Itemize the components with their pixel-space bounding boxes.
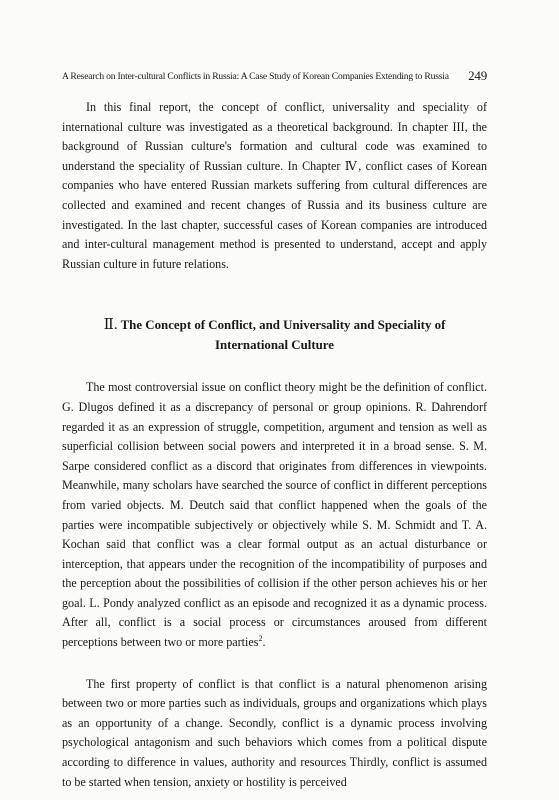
footnote-marker: 2: [258, 634, 263, 644]
paragraph-intro: In this final report, the concept of conflict, universality and speciality of international culture was investigated as a theoretical background. In chapter III, the background of Russian culture's formation and cultural code was examined to understand the speciality of Russian culture. In Chapter Ⅳ, conflict cases of Korean companies who have entered Russian markets suffering from cultural differences are collected and examined and recent changes of Russia and its business culture are investigated. In the last chapter, successful cases of Korean companies are introduced and inter-cultural management method is presented to understand, accept and apply Russian culture in future relations.: [62, 100, 487, 271]
paragraph-conflict-properties: The first property of conflict is that conflict is a natural phenomenon arising between two or more parties such as individuals, groups and organizations which plays as an opportunity of a change. Secondly, conflict is a dynamic process involving psychological antagonism and such behaviors which comes from a political dispute according to difference in values, authority and resources Thirdly, conflict is assumed to be started when tension, anxiety or hostility is perceived: [62, 676, 487, 789]
section-heading: [62, 315, 487, 355]
page-number: 249: [468, 68, 487, 83]
paragraph-conflict-definition-end: .: [262, 635, 266, 650]
running-head: [62, 66, 487, 86]
section-number: Ⅱ.: [103, 317, 118, 334]
section-title: The Concept of Conflict, and Universality and Speciality of International Culture: [120, 318, 446, 353]
paragraph-conflict-definition-text: The most controversial issue on conflict theory might be the definition of conflict. G. Dlugos defined it as a discrepancy of personal or group opinions. R. Dahrendorf regarded it as an expression of struggle, competition, argument and tension as well as superficial collision between social powers and interpreted it in a broad sense. S. M. Sarpe considered conflict as a discord that originates from differences in viewpoints. Meanwhile, many scholars have searched the source of conflict in different perceptions from varied objects. M. Deutch said that conflict happened when the goals of the parties were incompatible subjectively or objectively while S. M. Schmidt and T. A. Kochan said that conflict was a clear formal output as an actual disturbance or interception, that appears under the recognition of the incompatibility of purposes and the perception about the possibilities of collision if the other person achieves his or her goal. L. Pondy analyzed conflict as an episode and recognized it as a dynamic process. After all, conflict is a social process or circumstances aroused from different perceptions between two or more parties: [62, 380, 487, 650]
running-head-title: A Research on Inter-cultural Conflicts in Russia: A Case Study of Korean Companies Extending to Russia: [62, 71, 449, 82]
paragraph-conflict-definition: [62, 378, 487, 652]
body-text: [62, 98, 487, 792]
